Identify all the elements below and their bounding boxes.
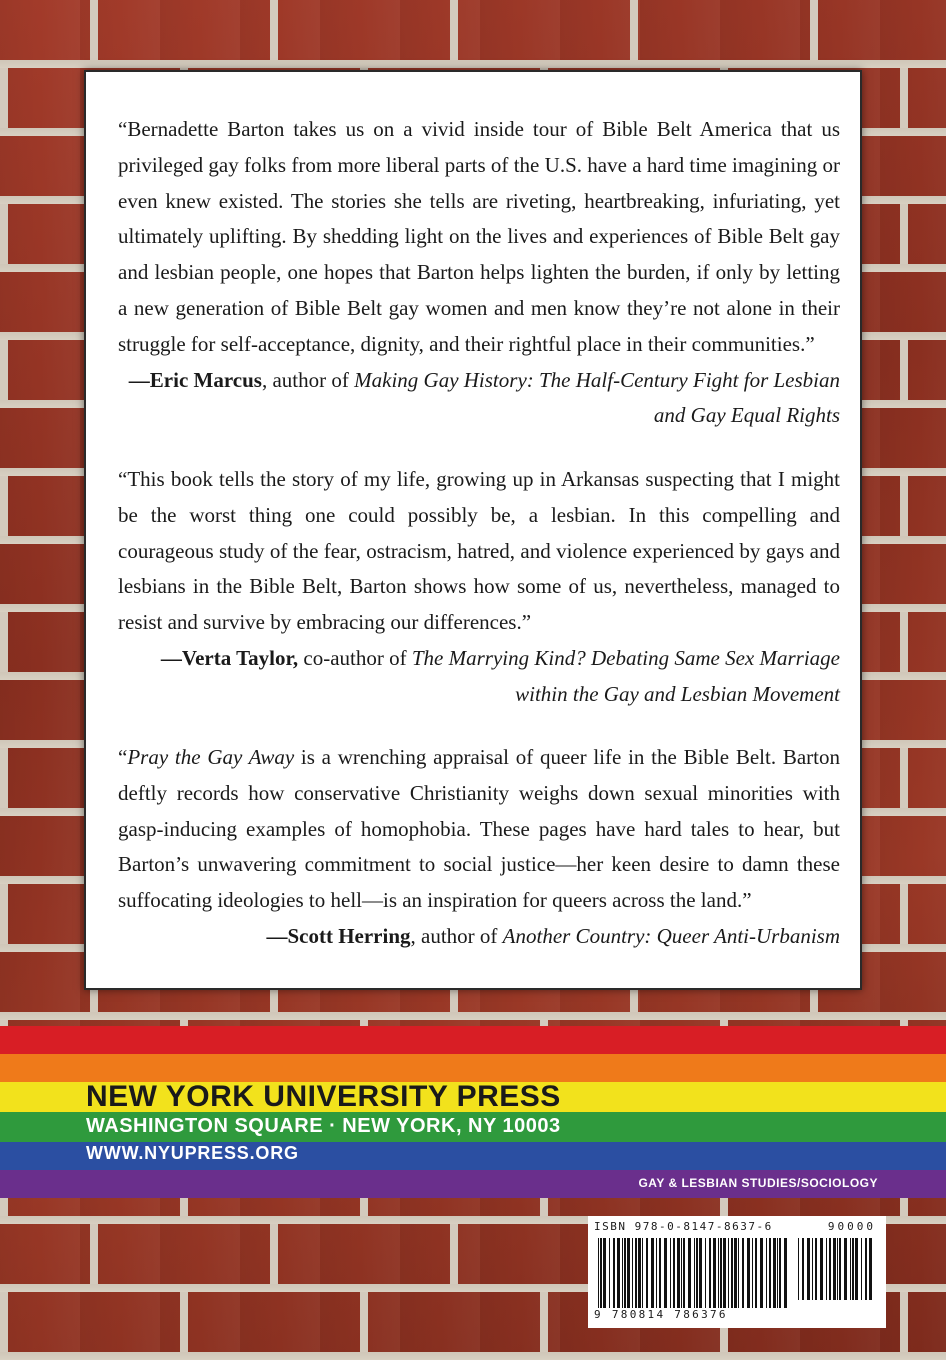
barcode-bar bbox=[705, 1238, 706, 1308]
barcode-bar bbox=[694, 1238, 695, 1308]
brick-joint bbox=[360, 1292, 368, 1352]
brick-joint bbox=[270, 1224, 278, 1284]
barcode-bar bbox=[624, 1238, 626, 1308]
barcode-bar bbox=[723, 1238, 726, 1308]
brick-joint bbox=[900, 1292, 908, 1352]
brick-joint bbox=[180, 1292, 188, 1352]
barcode-bar bbox=[755, 1238, 757, 1308]
barcode-bar bbox=[752, 1238, 753, 1308]
blurb-quote-3 bbox=[118, 740, 840, 955]
quote-role: , author of bbox=[261, 367, 355, 392]
blurb-quote-2 bbox=[118, 462, 840, 713]
isbn-label: ISBN 978-0-8147-8637-6 bbox=[594, 1220, 773, 1233]
barcode-bars-main bbox=[598, 1238, 788, 1308]
barcode-bar bbox=[826, 1238, 827, 1300]
barcode-digits: 9 780814 786376 bbox=[594, 1308, 728, 1321]
barcode-bar bbox=[603, 1238, 606, 1308]
quote-open-mark: “ bbox=[118, 745, 128, 769]
brick-joint bbox=[900, 612, 908, 672]
quote-work: Another Country: Queer Anti-Urbanism bbox=[502, 923, 840, 948]
barcode-bar bbox=[820, 1238, 823, 1300]
brick-joint bbox=[900, 748, 908, 808]
brick-joint bbox=[900, 68, 908, 128]
quote-text bbox=[118, 740, 840, 919]
barcode-bar bbox=[798, 1238, 799, 1300]
subject-category: GAY & LESBIAN STUDIES/SOCIOLOGY bbox=[638, 1176, 878, 1190]
barcode-bar bbox=[784, 1238, 787, 1308]
barcode-bar bbox=[709, 1238, 711, 1308]
quote-attribution bbox=[118, 641, 840, 713]
barcode-bar bbox=[677, 1238, 680, 1308]
barcode-bar bbox=[815, 1238, 817, 1300]
brick-joint bbox=[0, 68, 8, 128]
barcode-bar bbox=[861, 1238, 862, 1300]
publisher-url[interactable]: WWW.NYUPRESS.ORG bbox=[86, 1143, 299, 1163]
isbn-barcode bbox=[588, 1216, 886, 1328]
barcode-bar bbox=[638, 1238, 641, 1308]
barcode-bar bbox=[833, 1238, 836, 1300]
barcode-bar bbox=[646, 1238, 648, 1308]
barcode-bar bbox=[773, 1238, 776, 1308]
brick-joint bbox=[450, 0, 458, 60]
barcode-bar bbox=[713, 1238, 716, 1308]
barcode-bar bbox=[673, 1238, 675, 1308]
quote-role: , author of bbox=[410, 923, 503, 948]
barcode-bar bbox=[777, 1238, 778, 1308]
quote-author: —Eric Marcus bbox=[128, 367, 262, 392]
brick-joint bbox=[0, 340, 8, 400]
barcode-bar bbox=[670, 1238, 671, 1308]
barcode-bar bbox=[622, 1238, 623, 1308]
brick-joint bbox=[90, 0, 98, 60]
brick-joint bbox=[0, 204, 8, 264]
quote-attribution bbox=[118, 363, 840, 435]
barcode-bar bbox=[718, 1238, 719, 1308]
quote-text: “Bernadette Barton takes us on a vivid inside tour of Bible Belt America that us privileged gay folks from more liberal parts of the U.S. have a hard time imagining or even knew existed. The stories she tells are riveting, heartbreaking, infuriating, yet ultimately uplifting. By shedding light on the lives and experiences of Bible Belt gay and lesbian people, one hopes that Barton helps lighten the burden, if only by letting a new generation of Bible Belt gay women and men know they’re not alone in their struggle for self-acceptance, dignity, and their rightful place in their communities.” bbox=[118, 117, 840, 356]
barcode-bar bbox=[609, 1238, 610, 1308]
barcode-bar bbox=[699, 1238, 702, 1308]
barcode-bar bbox=[742, 1238, 744, 1308]
brick-joint bbox=[630, 0, 638, 60]
barcode-bar bbox=[617, 1238, 620, 1308]
barcode-bar bbox=[656, 1238, 657, 1308]
barcode-bar bbox=[642, 1238, 643, 1308]
barcode-bars-addon bbox=[798, 1238, 876, 1300]
barcode-bar bbox=[850, 1238, 851, 1300]
quote-role: co-author of bbox=[298, 645, 412, 670]
barcode-bar bbox=[769, 1238, 771, 1308]
barcode-bar bbox=[696, 1238, 698, 1308]
quote-author: —Verta Taylor, bbox=[160, 645, 299, 670]
blurb-quote-1 bbox=[118, 112, 840, 434]
brick-joint bbox=[0, 748, 8, 808]
quote-body: is a wrenching appraisal of queer life in the Bible Belt. Barton deftly records how conservative Christianity weighs down sexual minorities with gasp-inducing examples of homophobia. These pages have hard tales to hear, but Barton’s unwavering commitment to social justice—her keen desire to damn these suffocating ideologies to hell—is an inspiration for queers across the land.” bbox=[118, 745, 840, 913]
barcode-bar bbox=[865, 1238, 867, 1300]
quote-work: The Marrying Kind? Debating Same Sex Marriage within the Gay and Lesbian Movement bbox=[411, 645, 840, 706]
brick-joint bbox=[0, 612, 8, 672]
barcode-bar bbox=[839, 1238, 841, 1300]
barcode-bar bbox=[632, 1238, 633, 1308]
barcode-bar bbox=[829, 1238, 831, 1300]
barcode-bar bbox=[681, 1238, 682, 1308]
publisher-name: NEW YORK UNIVERSITY PRESS bbox=[86, 1080, 561, 1113]
barcode-bar bbox=[807, 1238, 810, 1300]
barcode-bar bbox=[720, 1238, 722, 1308]
barcode-bar bbox=[855, 1238, 858, 1300]
barcode-bar bbox=[738, 1238, 739, 1308]
book-title: Pray the Gay Away bbox=[127, 745, 295, 769]
rainbow-stripe-orange bbox=[0, 1054, 946, 1082]
barcode-bar bbox=[731, 1238, 733, 1308]
quote-attribution bbox=[118, 919, 840, 955]
barcode-bar bbox=[802, 1238, 804, 1300]
barcode-bar bbox=[600, 1238, 602, 1308]
barcode-bar bbox=[837, 1238, 838, 1300]
barcode-bar bbox=[664, 1238, 667, 1308]
barcode-bar bbox=[747, 1238, 750, 1308]
brick-joint bbox=[810, 0, 818, 60]
brick-joint bbox=[900, 476, 908, 536]
brick-joint bbox=[450, 1224, 458, 1284]
quote-author: —Scott Herring bbox=[266, 923, 411, 948]
quote-work: Making Gay History: The Half-Century Fight for Lesbian and Gay Equal Rights bbox=[354, 367, 840, 428]
barcode-bar bbox=[627, 1238, 630, 1308]
brick-joint bbox=[900, 340, 908, 400]
barcode-bar bbox=[688, 1238, 691, 1308]
price-code: 90000 bbox=[827, 1220, 876, 1233]
barcode-bar bbox=[728, 1238, 729, 1308]
barcode-bar bbox=[766, 1238, 767, 1308]
rainbow-stripe-red bbox=[0, 1026, 946, 1054]
barcode-bar bbox=[844, 1238, 847, 1300]
publisher-address: WASHINGTON SQUARE · NEW YORK, NY 10003 bbox=[86, 1115, 561, 1137]
barcode-bar bbox=[613, 1238, 615, 1308]
barcode-bar bbox=[779, 1238, 781, 1308]
barcode-bar bbox=[635, 1238, 637, 1308]
barcode-bar bbox=[734, 1238, 737, 1308]
brick-joint bbox=[0, 476, 8, 536]
brick-joint bbox=[900, 884, 908, 944]
barcode-bar bbox=[683, 1238, 685, 1308]
barcode-bar bbox=[651, 1238, 654, 1308]
barcode-bar bbox=[869, 1238, 872, 1300]
quote-text: “This book tells the story of my life, growing up in Arkansas suspecting that I might be the worst thing one could possibly be, a lesbian. In this compelling and courageous study of the fear, ostracism, hatred, and violence experienced by gays and lesbians in the Bible Belt, Barton shows how some of us, nevertheless, managed to resist and survive by embracing our differences.” bbox=[118, 467, 840, 635]
barcode-bar bbox=[598, 1238, 599, 1308]
brick-joint bbox=[90, 1224, 98, 1284]
barcode-bar bbox=[659, 1238, 661, 1308]
barcode-bar bbox=[852, 1238, 854, 1300]
brick-joint bbox=[540, 1292, 548, 1352]
barcode-bar bbox=[760, 1238, 763, 1308]
brick-joint bbox=[900, 204, 908, 264]
brick-joint bbox=[0, 1292, 8, 1352]
brick-joint bbox=[270, 0, 278, 60]
barcode-bar bbox=[812, 1238, 813, 1300]
brick-joint bbox=[0, 884, 8, 944]
